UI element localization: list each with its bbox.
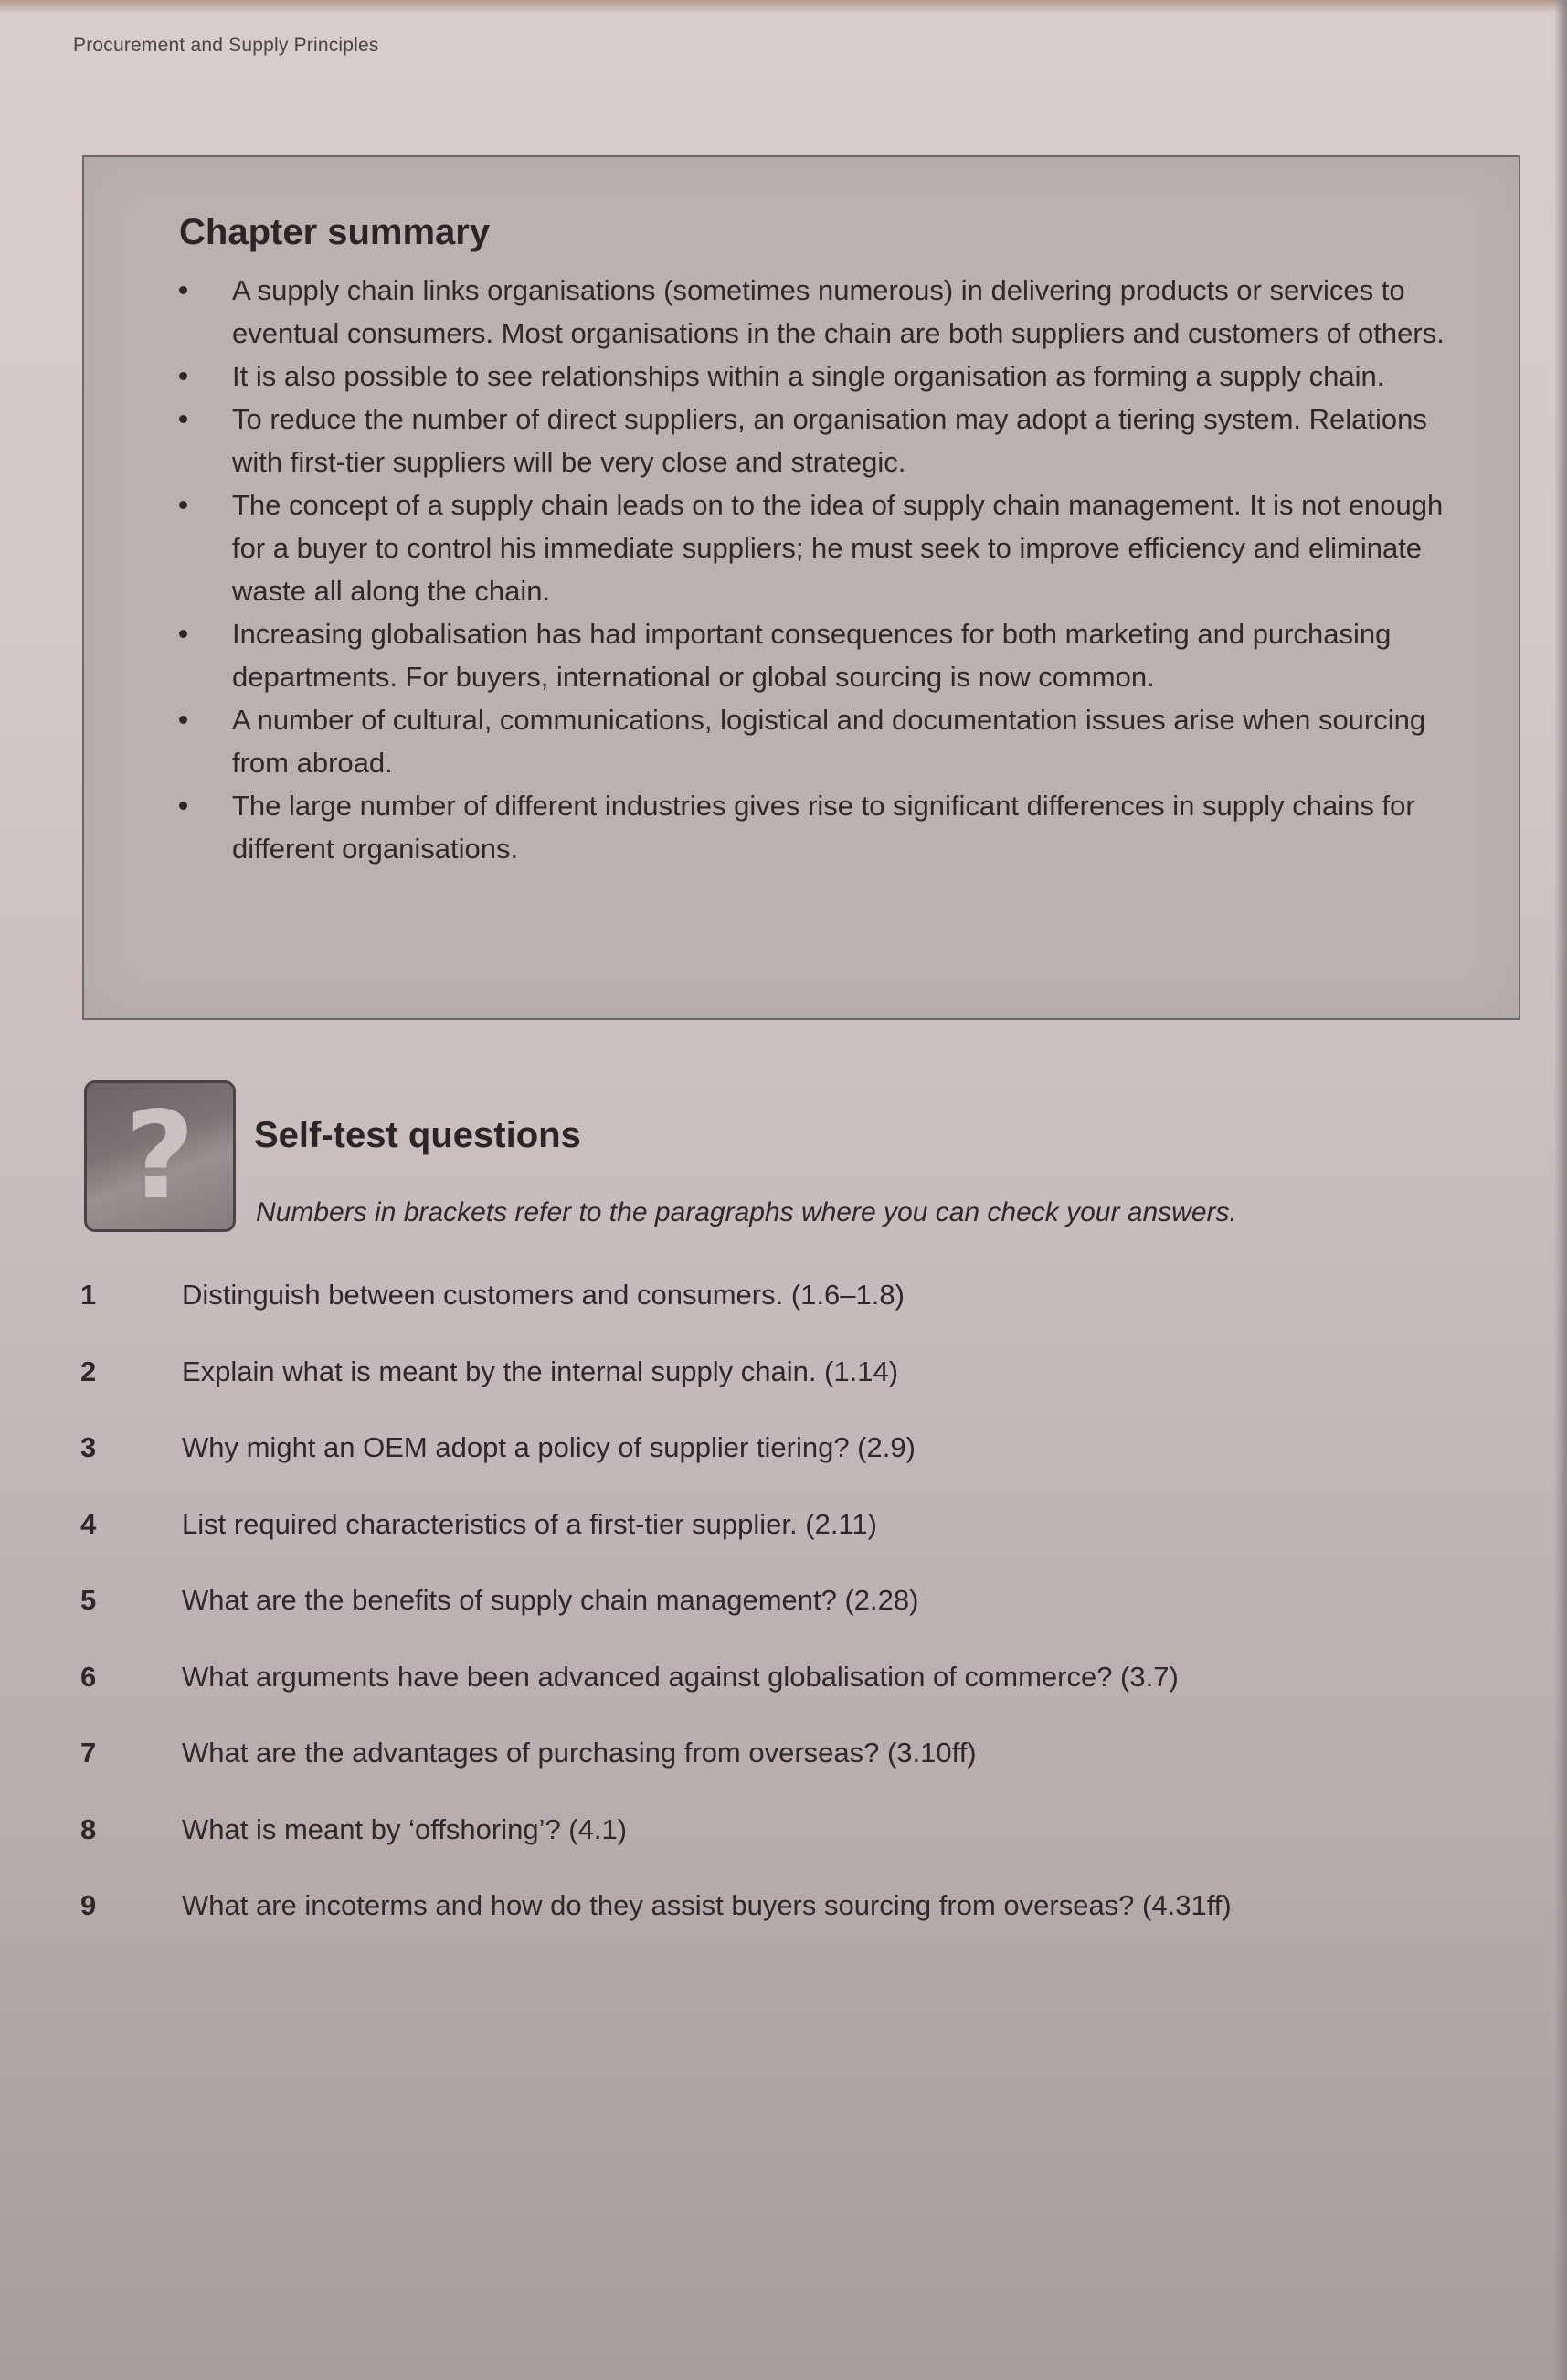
chapter-summary-box [82, 155, 1520, 1020]
chapter-summary-list [175, 269, 1473, 870]
question-number: 1 [80, 1279, 97, 1311]
bullet-icon [179, 630, 187, 638]
question-item [73, 1502, 1498, 1578]
bullet-icon [179, 415, 187, 423]
question-number: 7 [80, 1737, 97, 1769]
question-item [73, 1272, 1498, 1349]
page-right-edge [1554, 0, 1567, 2380]
page-top-shadow [0, 0, 1567, 13]
question-item [73, 1883, 1498, 1960]
question-item [73, 1425, 1498, 1502]
question-item [73, 1807, 1498, 1884]
question-number: 5 [80, 1584, 97, 1616]
running-header: Procurement and Supply Principles [73, 35, 379, 56]
summary-bullet-text: To reduce the number of direct suppliers, an organisation may adopt a tiering system. Relations with first-tier suppliers will be very close and strategic. [232, 403, 1427, 478]
summary-bullet [175, 698, 1473, 784]
question-mark-icon [84, 1080, 236, 1232]
summary-bullet-text: It is also possible to see relationships within a single organisation as forming a supply chain. [232, 360, 1385, 392]
self-test-note: Numbers in brackets refer to the paragraphs where you can check your answers. [256, 1197, 1237, 1227]
summary-bullet-text: Increasing globalisation has had important consequences for both marketing and purchasing departments. For buyers, international or global sourcing is now common. [232, 618, 1392, 693]
question-text: What are the advantages of purchasing from overseas? (3.10ff) [182, 1737, 977, 1769]
self-test-title: Self-test questions [254, 1115, 581, 1155]
question-number: 2 [80, 1355, 97, 1387]
summary-bullet [175, 612, 1473, 698]
summary-bullet [175, 398, 1473, 483]
question-number: 6 [80, 1660, 97, 1693]
question-text: What are the benefits of supply chain management? (2.28) [182, 1584, 919, 1616]
question-item [73, 1654, 1498, 1731]
summary-bullet-text: The large number of different industries gives rise to significant differences in supply chains for different organisations. [232, 790, 1415, 865]
self-test-question-list [73, 1272, 1498, 1960]
summary-bullet [175, 483, 1473, 612]
question-text: What is meant by ‘offshoring’? (4.1) [182, 1812, 628, 1845]
bullet-icon [179, 286, 187, 294]
question-number: 9 [80, 1889, 97, 1921]
summary-bullet [175, 784, 1473, 870]
question-text: What arguments have been advanced against globalisation of commerce? (3.7) [182, 1660, 1179, 1693]
bullet-icon [179, 716, 187, 724]
question-text: Why might an OEM adopt a policy of supplier tiering? (2.9) [182, 1431, 916, 1463]
question-text: What are incoterms and how do they assist buyers sourcing from overseas? (4.31ff) [182, 1889, 1232, 1921]
summary-bullet [175, 355, 1473, 398]
summary-bullet-text: A number of cultural, communications, logistical and documentation issues arise when sourcing from abroad. [232, 704, 1426, 779]
bullet-icon [179, 372, 187, 380]
summary-bullet [175, 269, 1473, 355]
summary-bullet-text: The concept of a supply chain leads on to the idea of supply chain management. It is not enough for a buyer to control his immediate suppliers; he must seek to improve efficiency and eliminate waste all along the chain. [232, 489, 1444, 607]
question-text: List required characteristics of a first-tier supplier. (2.11) [182, 1507, 877, 1540]
question-number: 3 [80, 1431, 97, 1463]
question-item [73, 1578, 1498, 1654]
question-item [73, 1730, 1498, 1807]
question-number: 8 [80, 1812, 97, 1845]
bullet-icon [179, 501, 187, 509]
question-item [73, 1349, 1498, 1426]
question-number: 4 [80, 1507, 97, 1540]
question-text: Distinguish between customers and consumers. (1.6–1.8) [182, 1279, 905, 1311]
bullet-icon [179, 802, 187, 810]
question-mark-glyph: ? [124, 1086, 196, 1227]
chapter-summary-title: Chapter summary [179, 212, 491, 252]
question-text: Explain what is meant by the internal supply chain. (1.14) [182, 1355, 899, 1387]
summary-bullet-text: A supply chain links organisations (sometimes numerous) in delivering products or services to eventual consumers. Most organisations in the chain are both suppliers and customers of others. [232, 274, 1445, 349]
